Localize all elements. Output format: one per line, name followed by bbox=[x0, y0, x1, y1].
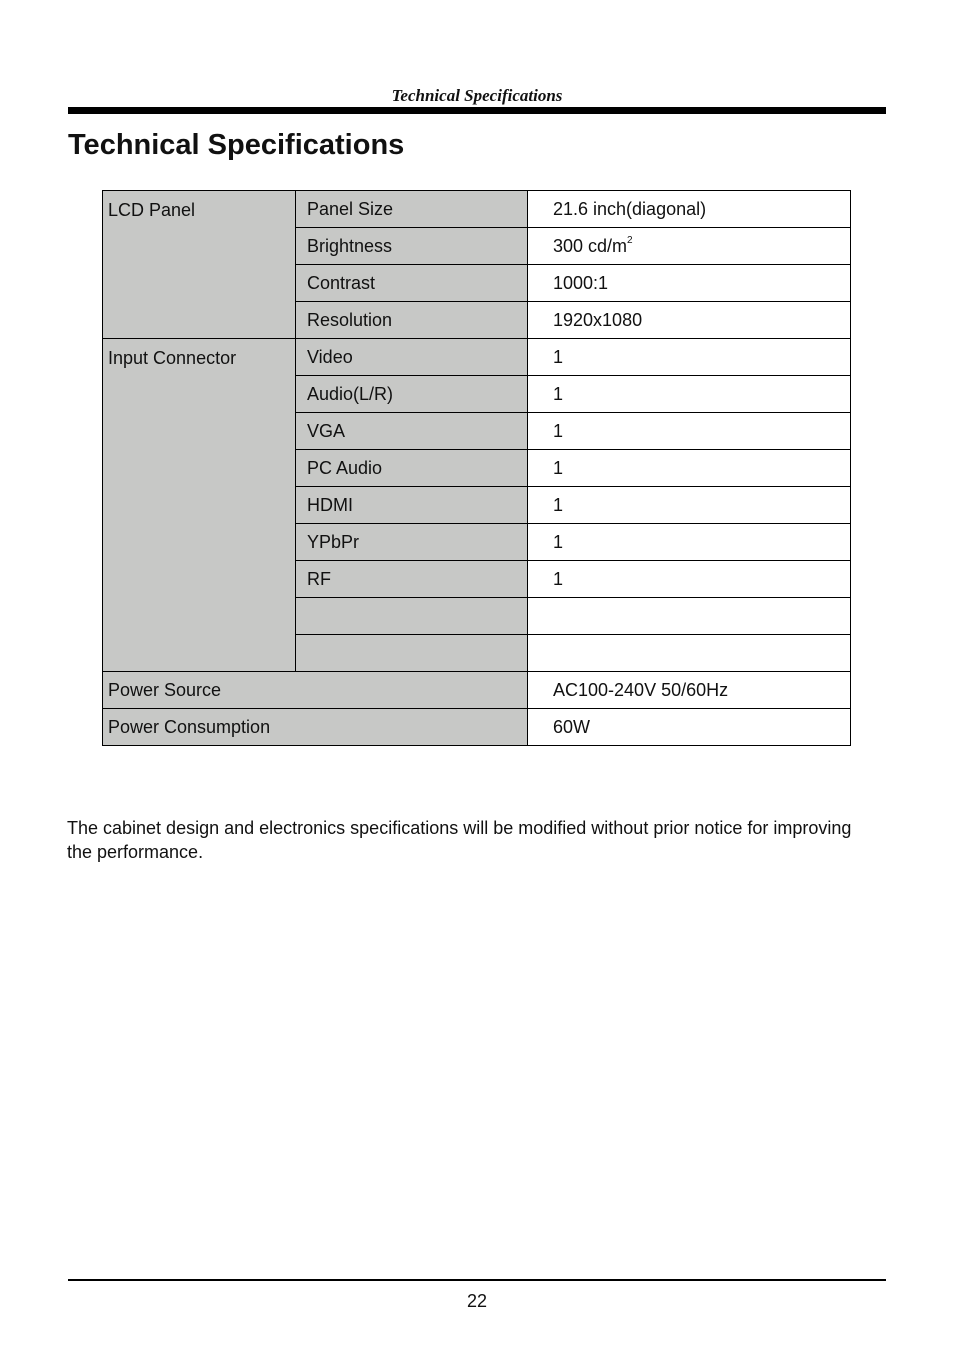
page-title: Technical Specifications bbox=[68, 129, 405, 161]
param-value-empty bbox=[528, 635, 851, 672]
group-label-lcd-panel: LCD Panel bbox=[103, 191, 296, 339]
power-source-value: AC100-240V 50/60Hz bbox=[528, 672, 851, 709]
param-label: Video bbox=[296, 339, 528, 376]
param-value: 1 bbox=[528, 339, 851, 376]
param-label: VGA bbox=[296, 413, 528, 450]
param-label: Audio(L/R) bbox=[296, 376, 528, 413]
param-value: 1 bbox=[528, 376, 851, 413]
power-consumption-label: Power Consumption bbox=[103, 709, 528, 746]
header-rule bbox=[68, 107, 886, 114]
param-value: 1000:1 bbox=[528, 265, 851, 302]
param-value: 1 bbox=[528, 450, 851, 487]
power-source-label: Power Source bbox=[103, 672, 528, 709]
param-value: 21.6 inch(diagonal) bbox=[528, 191, 851, 228]
param-value: 1 bbox=[528, 561, 851, 598]
footer-rule bbox=[68, 1279, 886, 1281]
brightness-value: 300 cd/m bbox=[553, 235, 628, 256]
param-label: Brightness bbox=[296, 228, 528, 265]
spec-table bbox=[102, 190, 851, 746]
table-row bbox=[103, 709, 851, 746]
param-value: 1 bbox=[528, 524, 851, 561]
brightness-unit-superscript: 2 bbox=[627, 234, 633, 246]
disclaimer-note: The cabinet design and electronics specifications will be modified without prior notice for improving the performance. bbox=[67, 818, 852, 862]
power-consumption-value: 60W bbox=[528, 709, 851, 746]
table-row bbox=[103, 339, 851, 376]
param-label: Resolution bbox=[296, 302, 528, 339]
param-value: 1 bbox=[528, 413, 851, 450]
table-row bbox=[103, 672, 851, 709]
param-label-empty bbox=[296, 598, 528, 635]
param-value: 1920x1080 bbox=[528, 302, 851, 339]
param-value-empty bbox=[528, 598, 851, 635]
group-label-input-connector: Input Connector bbox=[103, 339, 296, 672]
param-label: HDMI bbox=[296, 487, 528, 524]
param-label: YPbPr bbox=[296, 524, 528, 561]
param-label: RF bbox=[296, 561, 528, 598]
param-label: Contrast bbox=[296, 265, 528, 302]
table-row bbox=[103, 191, 851, 228]
param-label-empty bbox=[296, 635, 528, 672]
param-label: PC Audio bbox=[296, 450, 528, 487]
running-header: Technical Specifications bbox=[391, 86, 563, 105]
param-value: 1 bbox=[528, 487, 851, 524]
page-number: 22 bbox=[466, 1291, 488, 1311]
param-value bbox=[528, 228, 851, 265]
param-label: Panel Size bbox=[296, 191, 528, 228]
